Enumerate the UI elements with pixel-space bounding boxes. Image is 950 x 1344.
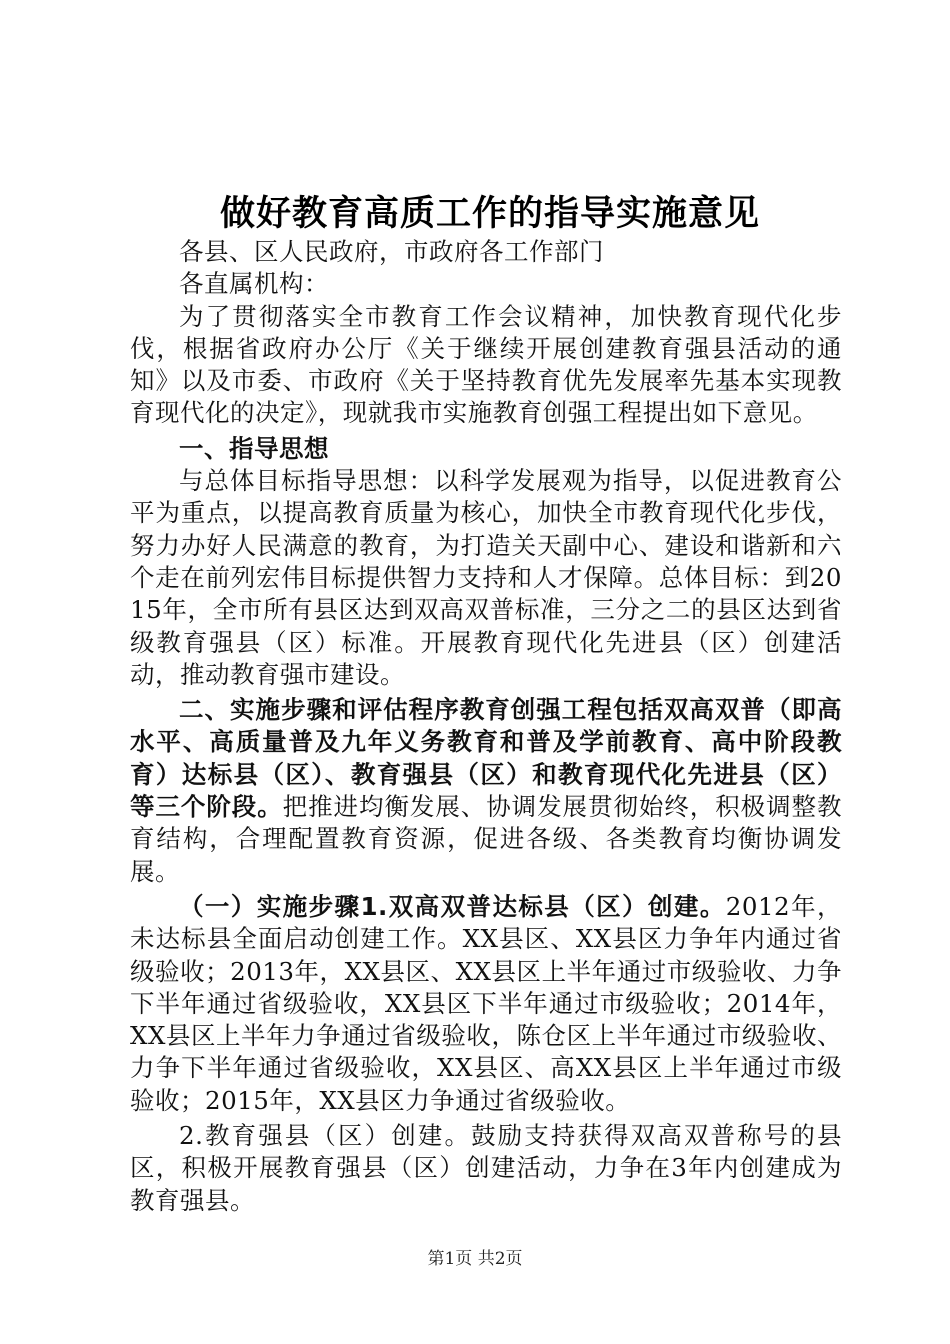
intro-paragraph: 为了贯彻落实全市教育工作会议精神，加快教育现代化步伐，根据省政府办公厅《关于继续开展创建教育强县活动的通知》以及市委、市政府《关于坚持教育优先发展率先基本实现教育现代化的决定》，现就我市实施教育创强工程提出如下意见。 xyxy=(130,301,842,428)
section-2-body: 把推进均衡发展、协调发展贯彻始终，积极调整教育结构，合理配置教育资源，促进各级、各类教育均衡协调发展。 xyxy=(130,792,843,886)
page-number-footer: 第1页 共2页 xyxy=(427,1249,523,1269)
salutation-line-1: 各县、区人民政府，市政府各工作部门 xyxy=(179,237,604,266)
salutation-line-2: 各直属机构： xyxy=(179,269,329,299)
subsection-1-paragraph xyxy=(130,891,842,1117)
section-1-paragraph: 与总体目标指导思想：以科学发展观为指导，以促进教育公平为重点，以提高教育质量为核心，加快全市教育现代化步伐，努力办好人民满意的教育，为打造关天副中心、建设和谐新和六个走在前列宏伟目标提供智力支持和人才保障。总体目标：到2015年，全市所有县区达到双高双普标准，三分之二的县区达到省级教育强县（区）标准。开展教育现代化先进县（区）创建活动，推动教育强市建设。 xyxy=(130,466,842,689)
document-page xyxy=(130,0,843,1344)
document-body xyxy=(130,236,842,1217)
subsection-1-heading: （一）实施步骤1.双高双普达标县（区）创建。 xyxy=(179,891,726,921)
section-2-heading: 二、实施步骤和评估程序教育创强工程包括双高双普（即高水平、高质量普及九年义务教育和普及学前教育、高中阶段教育）达标县（区）、教育强县（区）和教育现代化先进县（区）等三个阶段。 xyxy=(130,695,842,822)
document-title: 做好教育高质工作的指导实施意见 xyxy=(219,194,760,234)
subsection-1-body: 2012年，未达标县全面启动创建工作。XX县区、XX县区力争年内通过省级验收；2013年，XX县区、XX县区上半年通过市级验收、力争下半年通过省级验收，XX县区下半年通过市级验收；2014年，XX县区上半年力争通过省级验收，陈仓区上半年通过市级验收、力争下半年通过省级验收，XX县区、高XX县区上半年通过市级验收；2015年，XX县区力争通过省级验收。 xyxy=(130,891,842,1115)
item-2-paragraph: 2.教育强县（区）创建。鼓励支持获得双高双普称号的县区，积极开展教育强县（区）创建活动，力争在3年内创建成为教育强县。 xyxy=(130,1121,842,1215)
section-1-heading: 一、指导思想 xyxy=(179,433,329,463)
section-2-paragraph xyxy=(130,694,842,888)
